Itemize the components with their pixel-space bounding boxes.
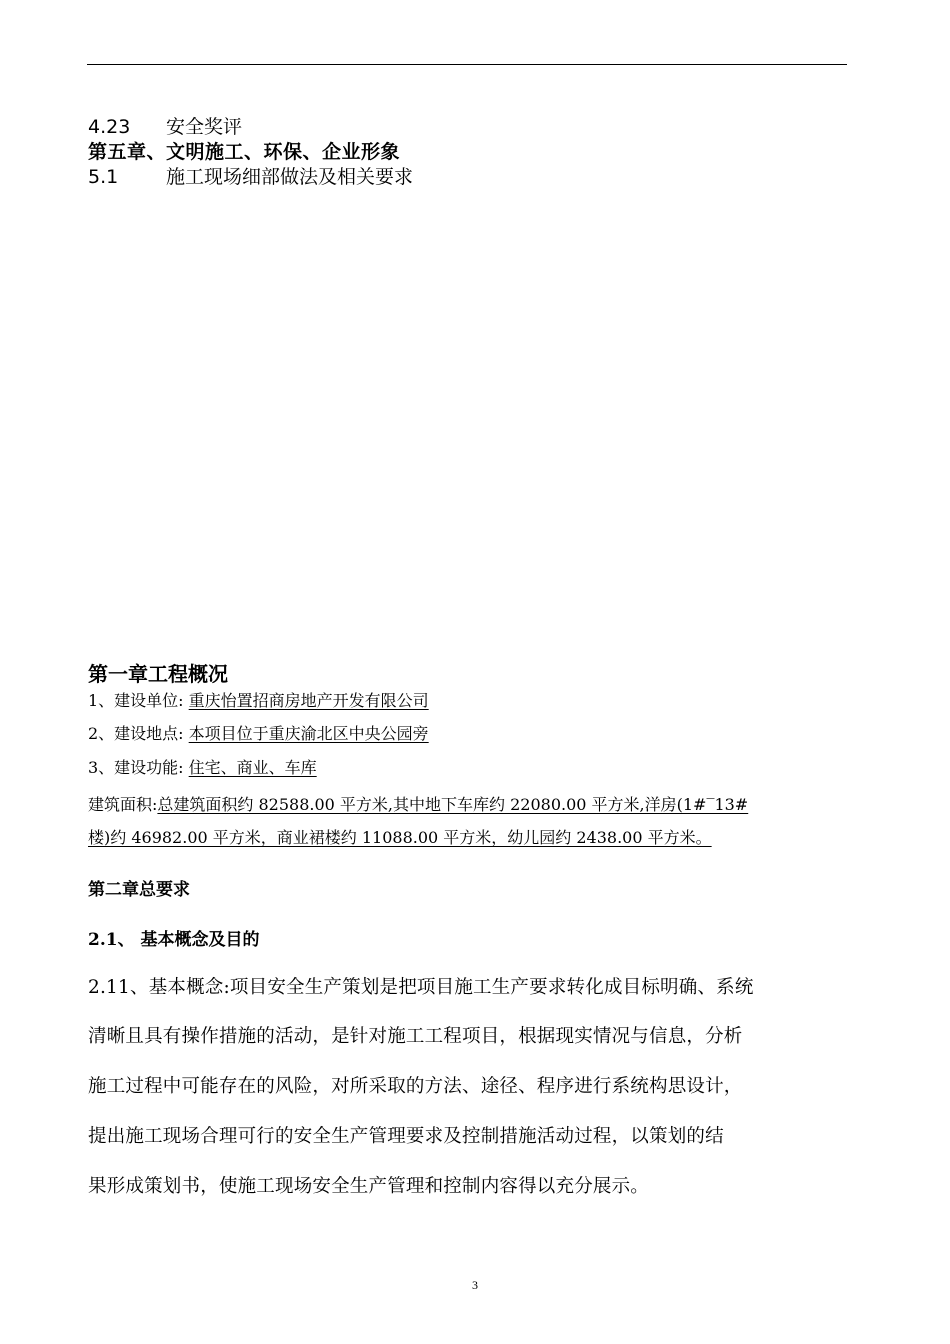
info-item-function (88, 755, 317, 778)
toc-entry-5-1 (88, 162, 413, 189)
toc-entry-chapter5 (88, 137, 400, 164)
page-number: 3 (472, 1278, 478, 1292)
info-item-location (88, 721, 429, 744)
info-value: 本项目位于重庆渝北区中央公园旁 (188, 724, 429, 743)
info-value: 重庆怡置招商房地产开发有限公司 (188, 691, 429, 710)
info-value: 住宅、商业、车库 (188, 758, 317, 777)
toc-number: 4.23 (88, 116, 131, 138)
info-label: 1、建设单位: (88, 691, 189, 710)
info-label: 3、建设功能: (88, 758, 189, 777)
info-item-area (88, 792, 748, 815)
toc-title: 第五章、文明施工、环保、企业形象 (88, 141, 401, 163)
info-label: 2、建设地点: (88, 724, 189, 743)
section-2-1-heading: 2.1、 基本概念及目的 (88, 930, 260, 950)
paragraph-line: 提出施工现场合理可行的安全生产管理要求及控制措施活动过程，以策划的结 (88, 1126, 724, 1147)
paragraph-line: 施工过程中可能存在的风险，对所采取的方法、途径、程序进行系统构思设计， (88, 1076, 743, 1097)
toc-entry-4-23 (88, 112, 242, 139)
paragraph-line: 清晰且具有操作措施的活动，是针对施工工程项目，根据现实情况与信息，分析 (88, 1026, 743, 1047)
info-item-builder (88, 688, 429, 711)
info-value: 总建筑面积约 82588.00 平方米,其中地下车库约 22080.00 平方米,洋房(1#‾13# (157, 795, 749, 814)
toc-title: 安全奖评 (166, 116, 243, 138)
toc-title: 施工现场细部做法及相关要求 (166, 166, 414, 188)
info-label: 建筑面积: (88, 795, 158, 814)
toc-number: 5.1 (88, 166, 119, 188)
paragraph-line: 果形成策划书，使施工现场安全生产管理和控制内容得以充分展示。 (88, 1176, 650, 1197)
chapter1-heading: 第一章工程概况 (88, 662, 228, 686)
info-item-area-cont (88, 825, 712, 848)
header-rule (87, 64, 847, 65)
info-value: 楼)约 46982.00 平方米，商业裙楼约 11088.00 平方米，幼儿园约 2438.00 平方米。 (88, 828, 712, 847)
paragraph-line: 2.11、基本概念:项目安全生产策划是把项目施工生产要求转化成目标明确、系统 (88, 977, 754, 998)
chapter2-heading: 第二章总要求 (88, 880, 190, 900)
